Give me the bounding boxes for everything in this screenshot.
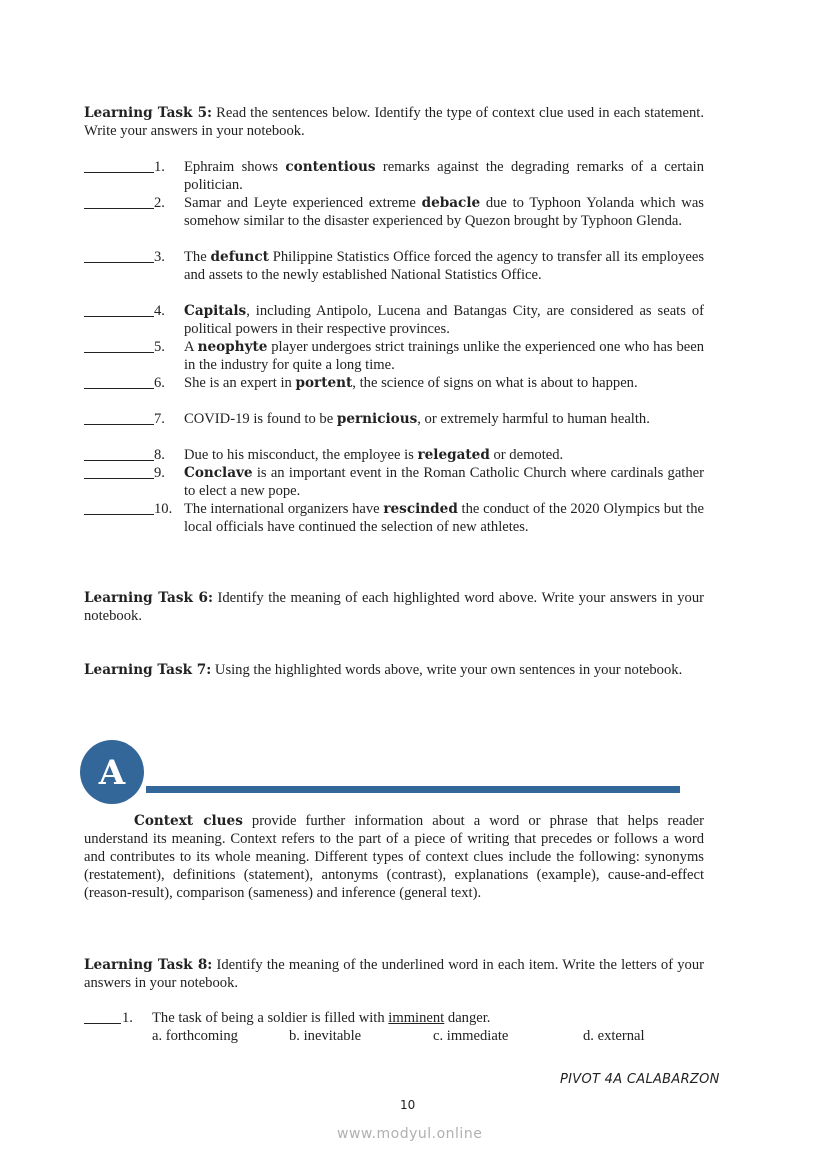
highlighted-word: pernicious	[336, 411, 418, 427]
answer-blank[interactable]	[84, 158, 154, 173]
task5-item	[84, 410, 704, 428]
task5-item	[84, 446, 704, 464]
item-number: 9.	[154, 465, 165, 481]
item-number: 6.	[154, 375, 165, 391]
highlighted-word: rescinded	[383, 501, 458, 517]
context-clues-term: Context clues	[134, 813, 243, 829]
highlighted-word: portent	[295, 375, 353, 391]
task5-item	[84, 158, 704, 194]
task5-item	[84, 302, 704, 338]
underlined-word: imminent	[388, 1010, 445, 1026]
highlighted-word: Conclave	[184, 465, 253, 481]
footer-brand: PIVOT 4A CALABARZON	[560, 1072, 720, 1087]
item-number: 4.	[154, 303, 165, 319]
highlighted-word: Capitals	[184, 303, 247, 319]
item-text: The international organizers have rescinded the conduct of the 2020 Olympics but the local officials have continued the selection of new athletes.	[184, 501, 704, 535]
item-text: Samar and Leyte experienced extreme debacle due to Typhoon Yolanda which was somehow similar to the disaster experienced by Quezon brought by Typhoon Glenda.	[184, 195, 704, 229]
task5-item	[84, 464, 704, 500]
section-a-divider-bar	[146, 786, 680, 793]
choice-b: b. inevitable	[289, 1028, 362, 1044]
task5-item	[84, 338, 704, 374]
answer-blank[interactable]	[84, 338, 154, 353]
item-number: 1.	[154, 159, 165, 175]
task6-instruction: Learning Task 6: Identify the meaning of each highlighted word above. Write your answers in your notebook.	[84, 590, 705, 624]
task8-instruction: Learning Task 8: Identify the meaning of the underlined word in each item. Write the letters of your answers in your notebook.	[84, 957, 705, 991]
section-a-body: Context clues provide further information about a word or phrase that helps reader understand its meaning. Context refers to the part of a piece of writing that precedes or follows a word and contributes to its whole meaning. Different types of context clues include the following: synonyms (restatement), definitions (statement), antonyms (contrast), explanations (example), cause-and-effect (reason-result), comparison (sameness) and inference (general text).	[84, 813, 704, 901]
answer-blank[interactable]	[84, 194, 154, 209]
answer-blank[interactable]	[84, 500, 154, 515]
task8-item-text: The task of being a soldier is filled with imminent danger.	[152, 1010, 491, 1026]
task8-label: Learning Task 8:	[84, 957, 213, 973]
task5-item	[84, 374, 704, 392]
watermark: www.modyul.online	[337, 1126, 483, 1142]
section-a-letter: A	[98, 753, 126, 793]
item-number: 5.	[154, 339, 165, 355]
choice-a: a. forthcoming	[152, 1028, 238, 1044]
task8-item: 1. The task of being a soldier is filled with imminent danger.	[84, 1009, 704, 1027]
highlighted-word: contentious	[285, 159, 376, 175]
item-text: The defunct Philippine Statistics Office forced the agency to transfer all its employees and assets to the newly established National Statistics Office.	[184, 249, 704, 283]
task5-instruction: Learning Task 5: Read the sentences below. Identify the type of context clue used in each statement. Write your answers in your notebook.	[84, 105, 704, 139]
answer-blank[interactable]	[84, 464, 154, 479]
answer-blank[interactable]	[84, 1009, 121, 1024]
item-text: Ephraim shows contentious remarks against the degrading remarks of a certain politician.	[184, 159, 704, 193]
item-text: Due to his misconduct, the employee is relegated or demoted.	[184, 447, 564, 463]
item-number: 2.	[154, 195, 165, 211]
answer-blank[interactable]	[84, 248, 154, 263]
task5-item	[84, 194, 704, 230]
task6-label: Learning Task 6:	[84, 590, 213, 606]
item-text: Capitals, including Antipolo, Lucena and Batangas City, are considered as seats of political powers in their respective provinces.	[184, 303, 704, 337]
item-number: 10.	[154, 501, 173, 517]
highlighted-word: relegated	[417, 447, 490, 463]
section-a-badge	[80, 740, 144, 804]
answer-blank[interactable]	[84, 446, 154, 461]
item-text: Conclave is an important event in the Roman Catholic Church where cardinals gather to elect a new pope.	[184, 465, 704, 499]
page-number: 10	[400, 1098, 416, 1112]
task7-instruction: Learning Task 7: Using the highlighted words above, write your own sentences in your notebook.	[84, 662, 683, 678]
task5-item	[84, 248, 704, 284]
item-text: COVID-19 is found to be pernicious, or extremely harmful to human health.	[184, 411, 650, 427]
item-text: She is an expert in portent, the science of signs on what is about to happen.	[184, 375, 638, 391]
answer-blank[interactable]	[84, 410, 154, 425]
item-text: A neophyte player undergoes strict trainings unlike the experienced one who has been in the industry for quite a long time.	[184, 339, 704, 373]
item-number: 8.	[154, 447, 165, 463]
item-number: 3.	[154, 249, 165, 265]
highlighted-word: defunct	[210, 249, 269, 265]
task5-label: Learning Task 5:	[84, 105, 213, 121]
task7-label: Learning Task 7:	[84, 662, 212, 678]
choice-c: c. immediate	[433, 1028, 509, 1044]
highlighted-word: debacle	[421, 195, 481, 211]
highlighted-word: neophyte	[197, 339, 268, 355]
answer-blank[interactable]	[84, 302, 154, 317]
item-number: 7.	[154, 411, 165, 427]
answer-blank[interactable]	[84, 374, 154, 389]
task5-item	[84, 500, 704, 536]
choice-d: d. external	[583, 1028, 645, 1044]
